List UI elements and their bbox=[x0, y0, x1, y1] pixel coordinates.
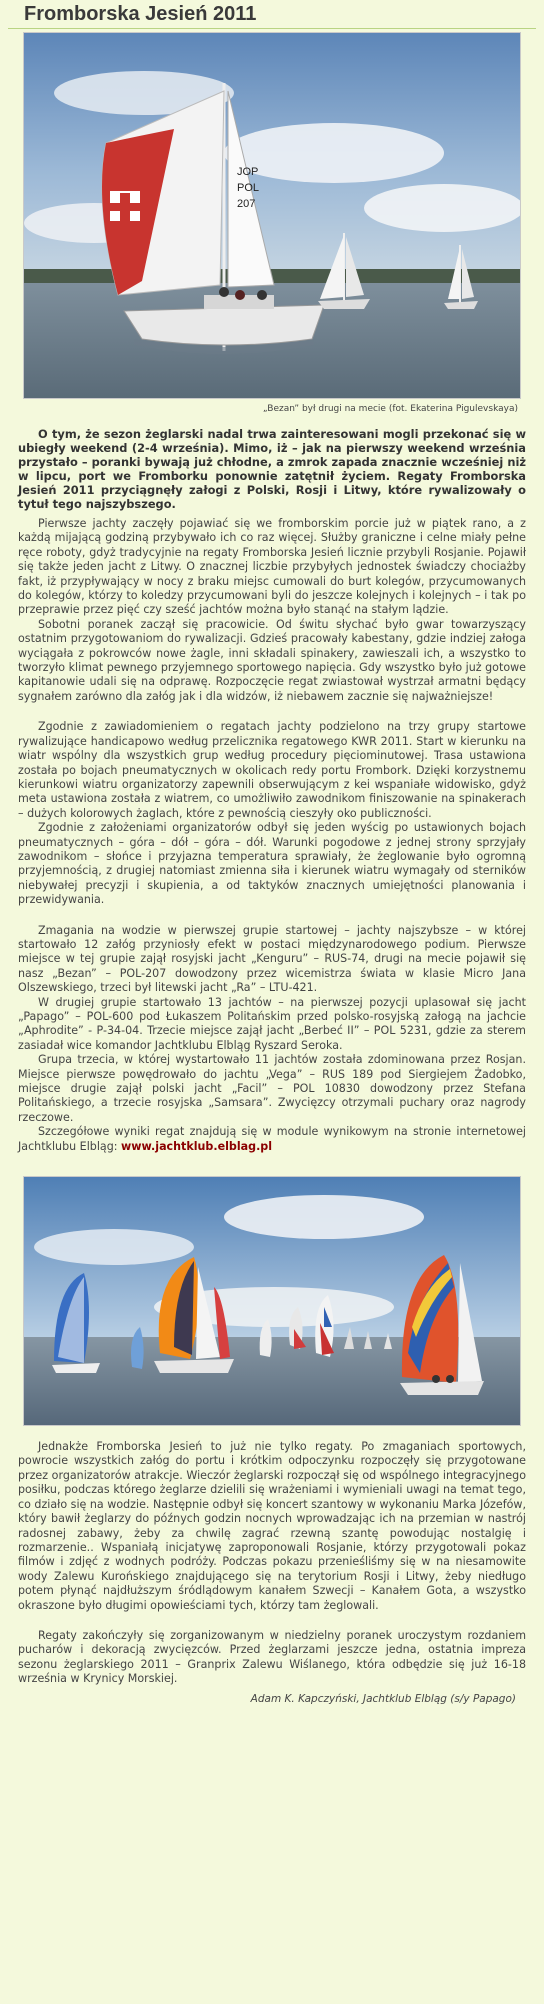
article-lead: O tym, że sezon żeglarski nadal trwa zainteresowani mogli przekonać się w ubiegły weekend (2-4 września). Mimo, iż – jak na pierwszy weekend września przystało – poranki bywają już chłodne, a zmrok zapada znacznie wcześniej niż w lipcu, port we Fromborku ponownie zatętnił życiem. Regaty Fromborska Jesień 2011 przyciągnęły załogi z Polski, Rosji i Litwy, które rywalizowały o tytuł tego najszybszego. bbox=[18, 427, 526, 511]
paragraph-spacer bbox=[18, 704, 526, 720]
sail-number-prefix: JOP bbox=[237, 166, 259, 178]
body-paragraph: Zgodnie z zawiadomieniem o regatach jachty podzielono na trzy grupy startowe rywalizujące handicapowo według przelicznika regatowego KWR 2011. Start w kierunku na wiatr wspólny dla wszystkich grup według procedury pięciominutowej. Trasa ustawiona została po bojach pneumatycznych w okolicach redy portu Frombork. Dzięki korzystnemu kierunkowi wiatru organizatorzy zapewnili obserwującym z kei wspaniałe widowisko, gdyż meta ustawiona została z wiatrem, co umożliwiło zawodnikom finiszowanie na spinakerach – dużych kolorowych żaglach, które z pewnością cieszyły oko publiczności. bbox=[18, 720, 526, 820]
regatta-photo-spinnakers bbox=[23, 1176, 521, 1426]
body-paragraph: Zmagania na wodzie w pierwszej grupie startowej – jachty najszybsze – w której startowało 12 załóg przyniosły efekt w postaci międzynarodowego podium. Pierwsze miejsce w tej grupie zajął rosyjski jacht „Kenguru” – RUS-74, drugi na mecie pojawił się nasz „Bezan” – POL-207 dowodzony przez wicemistrza świata w klasie Micro Jana Olszewskiego, trzeci był litewski jacht „Ra” – LTU-421. bbox=[18, 923, 526, 995]
body-paragraph: W drugiej grupie startowało 13 jachtów – na pierwszej pozycji uplasował się jacht „Papago” – POL-600 pod Łukaszem Politańskim przed polsko-rosyjską załogą na jachcie „Aphrodite” - P-34-04. Trzecie miejsce zajął jacht „Berbeć II” – POL 5231, gdzie za sterem zasiadał wice komandor Jachtklubu Elbląg Ryszard Seroka. bbox=[18, 995, 526, 1052]
body-paragraph: Regaty zakończyły się zorganizowanym w niedzielny poranek uroczystym rozdaniem pucharów i dekoracją zwycięzców. Przed żeglarzami jeszcze jedna, ostatnia impreza sezonu żeglarskiego 2011 – Granprix Zalewu Wiślanego, która odbędzie się już 16-18 września w Krynicy Morskiej. bbox=[18, 1628, 526, 1686]
jachtklub-link[interactable]: www.jachtklub.elblag.pl bbox=[121, 1139, 273, 1153]
results-text: Szczegółowe wyniki regat znajdują się w module wynikowym na stronie internetowej Jachtklubu Elbląg: bbox=[18, 1125, 526, 1153]
body-paragraph: Pierwsze jachty zaczęły pojawiać się we fromborskim porcie już w piątek rano, a z każdą mijającą godziną przybywało ich co raz więcej. Służby graniczne i celne miały pełne ręce roboty, gdyż tradycyjnie na regaty Fromborska Jesień licznie przybyli Rosjanie. Pojawił się także jeden jacht z Litwy. O znacznej liczbie przybyłych jednostek świadczy chociażby fakt, iż przypływający w nocy z braku miejsc cumowali do burt kolegów, przycumowanych do kolegów, którzy to koledzy przycumowani byli do jeszcze kolejnych i kolejnych – i tak po przeprawie przez pięć czy sześć jachtów można było stanąć na stałym lądzie. bbox=[18, 517, 526, 617]
regatta-photo-bezan bbox=[23, 32, 521, 399]
sail-number-country: POL bbox=[237, 182, 260, 194]
body-paragraph: Zgodnie z założeniami organizatorów odbył się jeden wyścig po ustawionych bojach pneumatycznych – góra – dół – góra – dół. Warunki pogodowe z jednej strony sprzyjały zawodnikom – słońce i przyjazna temperatura sprawiały, że żeglowanie było ogromną przyjemnością, z drugiej natomiast zmienna siła i kierunek wiatru wymagały od sterników niebywałej precyzji i skupienia, a od taktyków znacznych umiejętności planowania i przewidywania. bbox=[18, 821, 526, 907]
article-title: Fromborska Jesień 2011 bbox=[8, 0, 536, 29]
article-body bbox=[18, 517, 526, 1154]
paragraph-spacer bbox=[18, 1613, 526, 1629]
body-paragraph: Sobotni poranek zaczął się pracowicie. Od świtu słychać było gwar towarzyszący ostatnim przygotowaniom do rywalizacji. Gdzieś pracowały kabestany, gdzie indziej załoga wyciągała z pokrowców nowe żagle, inni składali spinakery, zawieszali ich, a wszystko to tworzyło klimat pewnego przyjemnego sportowego napięcia. Gdy wszystko było już gotowe kapitanowie udali się na odprawę. Rozpoczęcie regat zwiastował wystrzał armatni będący sygnałem zarówno dla załóg jak i dla widzów, iż niebawem zacznie się najważniejsze! bbox=[18, 617, 526, 703]
sailboat-illustration bbox=[24, 33, 520, 398]
spinnaker-illustration bbox=[24, 1177, 520, 1425]
photo-caption: „Bezan” był drugi na mecie (fot. Ekaterina Pigulevskaya) bbox=[262, 404, 518, 414]
results-paragraph bbox=[18, 1125, 526, 1154]
sail-number-digits: 207 bbox=[237, 198, 256, 210]
article-signature: Adam K. Kapczyński, Jachtklub Elbląg (s/y Papago) bbox=[250, 1692, 516, 1705]
body-paragraph: Grupa trzecia, w której wystartowało 11 jachtów została zdominowana przez Rosjan. Miejsce pierwsze powędrowało do jachtu „Vega” – RUS 189 pod Siergiejem Żadobko, miejsce drugie zajął polski jacht „Facil” – POL 10830 dowodzony przez Stefana Politańskiego, a trzecie rosyjska „Samsara”. Zwycięzcy otrzymali puchary oraz nagrody rzeczowe. bbox=[18, 1053, 526, 1124]
body-paragraph: Jednakże Fromborska Jesień to już nie tylko regaty. Po zmaganiach sportowych, powrocie wszystkich załóg do portu i krótkim odpoczynku rozpoczęły się przygotowane przez organizatorów atrakcje. Wieczór żeglarski rozpoczął się od wspólnego integracyjnego posiłku, podczas którego żeglarze dzielili się wrażeniami i wymieniali uwagi na temat tego, co działo się na wodzie. Następnie odbył się koncert szantowy w wykonaniu Marka Józefów, który bawił żeglarzy do późnych godzin nocnych wprowadzając ich na przemian w nastrój radosnej zabawy, żeby za chwilę zagrać rzewną szantę powodując nostalgię i rozmarzenie.. Wspaniałą inicjatywę zaproponowali Rosjanie, którzy przygotowali pokaz filmów i zdjęć z wodnych podróży. Podczas pokazu przenieśliśmy się w na niesamowite wody Zalewu Kurońskiego znajdującego się na terytorium Rosji i Litwy, żeby niedługo potem płynąć najdłuższym śródlądowym kanałem Szwecji – Kanałem Gota, a wszystko okraszone było długimi opowieściami tych, którzy tam żeglowali. bbox=[18, 1440, 526, 1612]
article-body-continued bbox=[18, 1440, 526, 1687]
paragraph-spacer bbox=[18, 908, 526, 924]
